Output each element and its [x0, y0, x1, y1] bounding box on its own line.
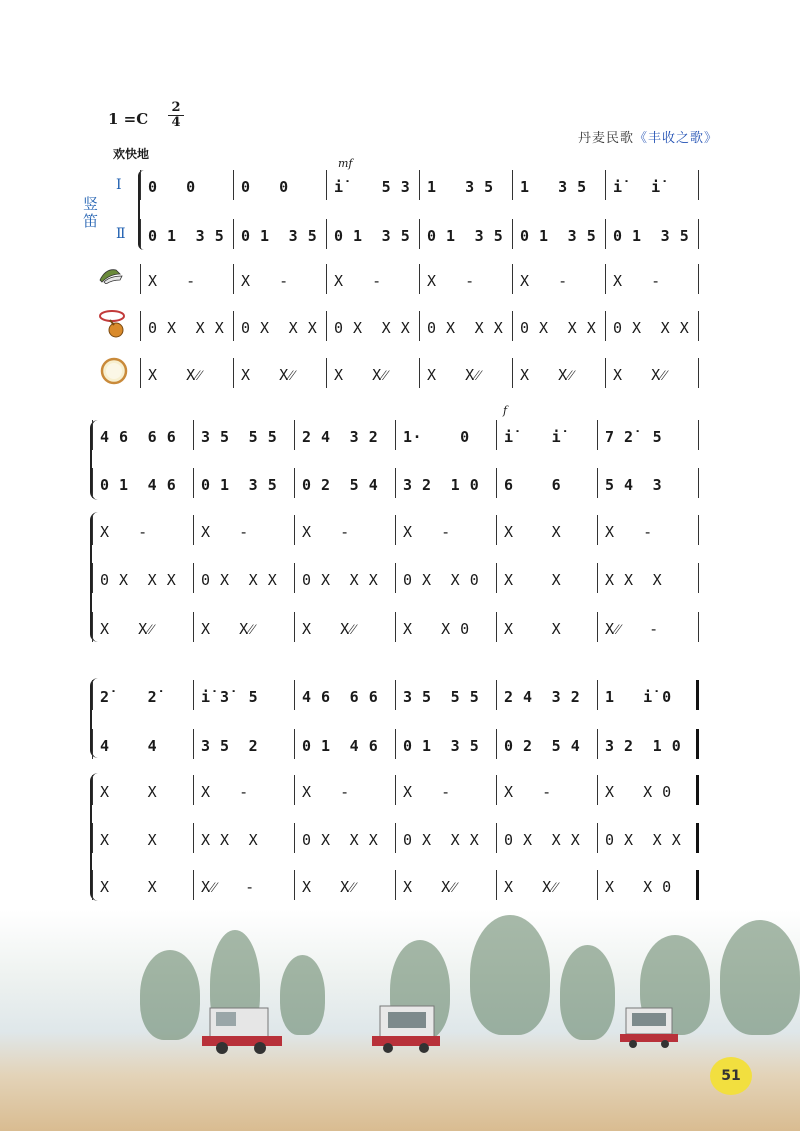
final-barline	[696, 775, 699, 805]
barline	[395, 468, 396, 498]
measure-notes: X X⁄⁄	[403, 878, 457, 896]
barline	[92, 680, 93, 710]
measure-notes: 0 1 3 5	[201, 476, 278, 494]
barline	[326, 170, 327, 200]
barline	[419, 358, 420, 388]
measure-notes: X X⁄⁄	[148, 366, 202, 384]
measure-notes: X X	[504, 620, 562, 638]
barline	[92, 563, 93, 593]
barline	[698, 170, 699, 200]
barline	[233, 170, 234, 200]
harvester-middle	[370, 1002, 442, 1058]
barline	[326, 264, 327, 294]
barline	[233, 264, 234, 294]
song-title: 《丰收之歌》	[633, 131, 718, 146]
measure-notes: 0 X X X	[148, 319, 225, 337]
measure-notes: X X⁄⁄	[100, 620, 154, 638]
barline	[698, 219, 699, 249]
measure-notes: X X⁄⁄	[427, 366, 481, 384]
measure-notes: i̇ i̇	[613, 178, 661, 196]
measure-notes: 0 0	[148, 178, 196, 196]
measure-notes: X X 0	[605, 783, 672, 801]
barline	[193, 515, 194, 545]
barline	[698, 264, 699, 294]
measure-notes: 5 4 3	[605, 476, 663, 494]
measure-notes: X -	[201, 523, 249, 541]
measure-notes: i̇ 5 3	[334, 178, 411, 196]
barline	[92, 612, 93, 642]
barline	[395, 680, 396, 710]
barline	[193, 468, 194, 498]
system-1-recorder-brace	[138, 170, 144, 250]
final-barline	[696, 870, 699, 900]
barline	[698, 515, 699, 545]
measure-notes: i̇ i̇	[504, 428, 562, 446]
measure-notes: 0 X X X	[403, 831, 480, 849]
barline	[294, 420, 295, 450]
source-origin: 丹麦民歌	[577, 131, 634, 146]
barline	[605, 311, 606, 341]
barline	[395, 729, 396, 759]
barline	[294, 680, 295, 710]
measure-notes: X -	[100, 523, 148, 541]
measure-notes: 0 X X X	[241, 319, 318, 337]
measure-notes: 4 6 6 6	[100, 428, 177, 446]
measure-notes: 0 X X X	[613, 319, 690, 337]
measure-notes: X -	[427, 272, 475, 290]
barline	[326, 358, 327, 388]
measure-notes: X X⁄⁄	[504, 878, 558, 896]
drum-icon	[100, 357, 128, 389]
barline	[294, 515, 295, 545]
measure-notes: 0 1 3 5	[403, 737, 480, 755]
barline	[419, 170, 420, 200]
barline	[597, 515, 598, 545]
barline	[496, 823, 497, 853]
measure-notes: 0 X X X	[520, 319, 597, 337]
barline	[92, 823, 93, 853]
measure-notes: 0 1 4 6	[100, 476, 177, 494]
dynamic-f: f	[503, 404, 508, 417]
measure-notes: 0 X X X	[100, 571, 177, 589]
measure-notes: 0 0	[241, 178, 289, 196]
measure-notes: 0 1 3 5	[520, 227, 597, 245]
measure-notes: X X⁄⁄	[201, 620, 255, 638]
barline	[193, 870, 194, 900]
barline	[496, 468, 497, 498]
barline	[698, 358, 699, 388]
barline	[395, 823, 396, 853]
barline	[233, 219, 234, 249]
time-signature-top: 2	[171, 100, 181, 115]
measure-notes: 1· 0	[403, 428, 470, 446]
tree	[560, 945, 615, 1040]
measure-notes: 3 5 5 5	[201, 428, 278, 446]
barline	[395, 563, 396, 593]
barline	[512, 311, 513, 341]
barline	[597, 729, 598, 759]
measure-notes: X -	[605, 523, 653, 541]
barline	[193, 420, 194, 450]
measure-notes: 0 1 3 5	[241, 227, 318, 245]
measure-notes: 3 5 2	[201, 737, 259, 755]
measure-notes: 0 X X 0	[403, 571, 480, 589]
barline	[419, 219, 420, 249]
measure-notes: X -	[520, 272, 568, 290]
time-signature-bottom: 4	[168, 115, 184, 130]
barline	[597, 775, 598, 805]
barline	[605, 170, 606, 200]
barline	[395, 612, 396, 642]
measure-notes: 6 6	[504, 476, 562, 494]
barline	[419, 264, 420, 294]
measure-notes: X -	[613, 272, 661, 290]
barline	[140, 358, 141, 388]
measure-notes: 2 4 3 2	[504, 688, 581, 706]
measure-notes: 2 4 3 2	[302, 428, 379, 446]
measure-notes: X -	[334, 272, 382, 290]
harvest-field-photo	[0, 910, 800, 1131]
barline	[193, 729, 194, 759]
measure-notes: X X	[100, 878, 158, 896]
barline	[496, 870, 497, 900]
measure-notes: X⁄⁄ -	[605, 620, 659, 638]
barline	[395, 775, 396, 805]
barline	[496, 515, 497, 545]
barline	[193, 680, 194, 710]
dynamic-mf: mf	[338, 157, 353, 170]
barline	[294, 775, 295, 805]
barline	[140, 264, 141, 294]
harvester-left	[200, 1000, 284, 1060]
measure-notes: 0 1 3 5	[427, 227, 504, 245]
clapper-icon	[98, 266, 124, 288]
final-barline	[696, 680, 699, 710]
tree	[280, 955, 325, 1035]
barline	[92, 468, 93, 498]
barline	[294, 563, 295, 593]
barline	[193, 612, 194, 642]
measure-notes: X -	[403, 523, 451, 541]
barline	[496, 775, 497, 805]
measure-notes: X -	[201, 783, 249, 801]
measure-notes: 0 2 5 4	[504, 737, 581, 755]
measure-notes: X -	[148, 272, 196, 290]
barline	[597, 680, 598, 710]
measure-notes: 0 X X X	[302, 571, 379, 589]
measure-notes: 0 X X X	[605, 831, 682, 849]
barline	[496, 563, 497, 593]
measure-notes: 0 1 3 5	[613, 227, 690, 245]
barline	[233, 358, 234, 388]
barline	[193, 823, 194, 853]
measure-notes: 1 i̇ 0	[605, 688, 672, 706]
voice-label-2: Ⅱ	[116, 226, 126, 242]
barline	[92, 870, 93, 900]
barline	[395, 515, 396, 545]
barline	[496, 612, 497, 642]
barline	[512, 264, 513, 294]
measure-notes: 7 2̇ 5	[605, 428, 663, 446]
measure-notes: X X⁄⁄	[241, 366, 295, 384]
measure-notes: X -	[241, 272, 289, 290]
barline	[496, 729, 497, 759]
song-source	[578, 127, 718, 146]
barline	[294, 612, 295, 642]
measure-notes: 4 6 6 6	[302, 688, 379, 706]
measure-notes: 0 2 5 4	[302, 476, 379, 494]
barline	[395, 870, 396, 900]
tambourine-icon	[98, 308, 128, 344]
barline	[597, 468, 598, 498]
barline	[395, 420, 396, 450]
barline	[512, 358, 513, 388]
barline	[92, 515, 93, 545]
measure-notes: X X X	[605, 571, 663, 589]
measure-notes: 0 X X X	[201, 571, 278, 589]
measure-notes: 0 X X X	[427, 319, 504, 337]
measure-notes: i̇ 3̇ 5	[201, 688, 259, 706]
barline	[92, 729, 93, 759]
tree	[470, 915, 550, 1035]
voice-label-1: Ⅰ	[116, 177, 122, 193]
barline	[698, 563, 699, 593]
barline	[140, 170, 141, 200]
barline	[294, 468, 295, 498]
barline	[92, 775, 93, 805]
measure-notes: X⁄⁄ -	[201, 878, 255, 896]
barline	[193, 775, 194, 805]
measure-notes: X X 0	[403, 620, 470, 638]
measure-notes: 2̇ 2̇	[100, 688, 158, 706]
tree	[720, 920, 800, 1035]
measure-notes: 0 1 4 6	[302, 737, 379, 755]
barline	[326, 219, 327, 249]
measure-notes: 0 X X X	[334, 319, 411, 337]
tempo-marking: 欢快地	[113, 147, 150, 161]
barline	[597, 420, 598, 450]
barline	[294, 823, 295, 853]
barline	[140, 311, 141, 341]
measure-notes: X X	[100, 831, 158, 849]
final-barline	[696, 729, 699, 759]
barline	[698, 311, 699, 341]
barline	[698, 612, 699, 642]
measure-notes: 3 5 5 5	[403, 688, 480, 706]
measure-notes: 0 1 3 5	[148, 227, 225, 245]
barline	[92, 420, 93, 450]
barline	[597, 870, 598, 900]
measure-notes: X X	[100, 783, 158, 801]
barline	[597, 612, 598, 642]
measure-notes: X X	[504, 571, 562, 589]
time-signature	[168, 101, 184, 130]
measure-notes: X -	[302, 783, 350, 801]
barline	[496, 680, 497, 710]
barline	[512, 219, 513, 249]
measure-notes: X X X	[201, 831, 259, 849]
barline	[597, 563, 598, 593]
measure-notes: 3 2 1 0	[605, 737, 682, 755]
measure-notes: X X⁄⁄	[334, 366, 388, 384]
barline	[294, 870, 295, 900]
harvester-right	[618, 1006, 680, 1054]
measure-notes: 0 X X X	[302, 831, 379, 849]
measure-notes: 0 1 3 5	[334, 227, 411, 245]
measure-notes: 1 3 5	[427, 178, 494, 196]
barline	[698, 420, 699, 450]
tree	[140, 950, 200, 1040]
barline	[294, 729, 295, 759]
barline	[419, 311, 420, 341]
measure-notes: X -	[302, 523, 350, 541]
barline	[233, 311, 234, 341]
measure-notes: 0 X X X	[504, 831, 581, 849]
barline	[193, 563, 194, 593]
measure-notes: X X 0	[605, 878, 672, 896]
key-signature: 1 =C	[108, 110, 149, 128]
barline	[605, 264, 606, 294]
measure-notes: X X⁄⁄	[520, 366, 574, 384]
measure-notes: X X⁄⁄	[302, 878, 356, 896]
measure-notes: X -	[504, 783, 552, 801]
barline	[597, 823, 598, 853]
barline	[326, 311, 327, 341]
measure-notes: X X⁄⁄	[302, 620, 356, 638]
final-barline	[696, 823, 699, 853]
barline	[605, 358, 606, 388]
page-number: 51	[710, 1057, 752, 1095]
barline	[605, 219, 606, 249]
part-label-recorder: 竖笛	[81, 196, 99, 230]
measure-notes: 4 4	[100, 737, 158, 755]
measure-notes: 3 2 1 0	[403, 476, 480, 494]
measure-notes: 1 3 5	[520, 178, 587, 196]
measure-notes: X X	[504, 523, 562, 541]
barline	[512, 170, 513, 200]
barline	[698, 468, 699, 498]
barline	[496, 420, 497, 450]
measure-notes: X X⁄⁄	[613, 366, 667, 384]
barline	[140, 219, 141, 249]
measure-notes: X -	[403, 783, 451, 801]
